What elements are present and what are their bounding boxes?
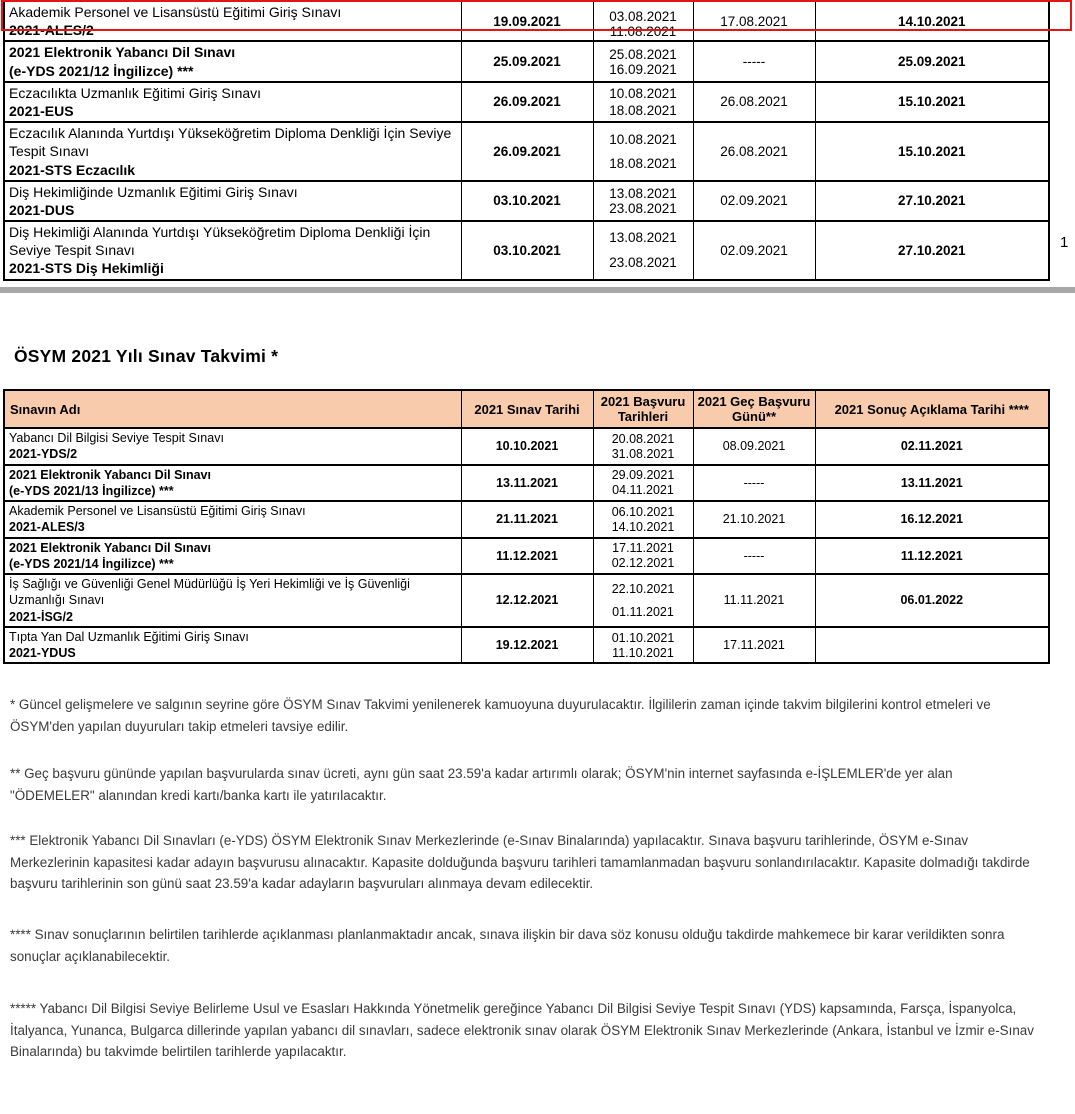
table-row	[4, 41, 1049, 81]
exam-code: 2021-STS Eczacılık	[9, 161, 136, 178]
application-end-date: 11.08.2021	[609, 23, 677, 39]
exam-date-cell: 13.11.2021	[461, 465, 593, 502]
exam-name-cell	[4, 82, 461, 122]
application-dates-cell	[593, 1, 693, 41]
application-dates-cell	[593, 574, 693, 627]
application-start-date: 17.11.2021	[612, 541, 674, 556]
header-exam-date: 2021 Sınav Tarihi	[461, 390, 593, 428]
result-date-cell: 15.10.2021	[815, 82, 1049, 122]
result-date-cell: 27.10.2021	[815, 221, 1049, 280]
application-end-date: 04.11.2021	[612, 483, 674, 498]
application-dates-stack	[596, 85, 691, 119]
application-dates-stack	[596, 47, 691, 77]
exam-date-cell: 03.10.2021	[461, 221, 593, 280]
exam-name: Akademik Personel ve Lisansüstü Eğitimi Giriş Sınavı	[9, 4, 342, 20]
application-dates-stack	[596, 431, 691, 461]
exam-date-cell: 19.09.2021	[461, 1, 593, 41]
table-row	[4, 538, 1049, 575]
exam-schedule-table-page1	[3, 0, 1050, 281]
exam-name: Diş Hekimliğinde Uzmanlık Eğitimi Giriş Sınavı	[9, 183, 298, 200]
footnote-calendar-update: * Güncel gelişmelere ve salgının seyrine göre ÖSYM Sınav Takvimi yenilenerek kamuoyuna duyurulacaktır. İlgililerin zaman içinde takvim bilgilerini kontrol etmeleri ve ÖSYM'den yapılan duyuruları takip etmeleri tavsiye edilir.	[10, 697, 991, 734]
result-date-cell	[815, 627, 1049, 664]
application-dates-stack	[596, 577, 691, 623]
exam-name: Yabancı Dil Bilgisi Seviye Tespit Sınavı	[9, 431, 224, 445]
application-dates-stack	[596, 630, 691, 660]
application-start-date: 03.08.2021	[609, 8, 677, 24]
table-row	[4, 122, 1049, 181]
exam-name-cell	[4, 627, 461, 664]
exam-code: 2021-EUS	[9, 102, 74, 119]
application-dates-stack	[596, 504, 691, 534]
late-application-day-cell: -----	[693, 465, 815, 502]
exam-name-cell	[4, 465, 461, 502]
result-date-cell: 27.10.2021	[815, 181, 1049, 221]
application-dates-stack	[596, 541, 691, 571]
exam-name: İş Sağlığı ve Güvenliği Genel Müdürlüğü İş Yeri Hekimliği ve İş Güvenliği Uzmanlığı Sınavı	[9, 577, 410, 608]
application-end-date: 11.10.2021	[612, 645, 674, 660]
exam-code: 2021-DUS	[9, 201, 75, 218]
late-application-day-cell: 11.11.2021	[693, 574, 815, 627]
result-date-cell: 06.01.2022	[815, 574, 1049, 627]
application-start-date: 13.08.2021	[609, 230, 677, 246]
application-end-date: 14.10.2021	[611, 519, 675, 534]
application-dates-stack	[596, 185, 691, 216]
result-date-cell: 15.10.2021	[815, 122, 1049, 181]
exam-name: Akademik Personel ve Lisansüstü Eğitimi Giriş Sınavı	[9, 504, 306, 518]
application-start-date: 29.09.2021	[611, 468, 675, 483]
application-end-date: 23.08.2021	[609, 201, 677, 217]
exam-name-cell	[4, 574, 461, 627]
result-date-cell: 11.12.2021	[815, 538, 1049, 575]
application-dates-stack	[596, 8, 691, 39]
header-result-date: 2021 Sonuç Açıklama Tarihi ****	[815, 390, 1049, 428]
exam-code: 2021-YDS/2	[9, 447, 78, 462]
late-application-day-cell: 17.11.2021	[693, 627, 815, 664]
exam-name-cell	[4, 221, 461, 280]
exam-date-cell: 25.09.2021	[461, 41, 593, 81]
exam-name-cell	[4, 428, 461, 465]
exam-schedule-table-page2	[3, 389, 1050, 664]
footnote-yds-languages: ***** Yabancı Dil Bilgisi Seviye Belirleme Usul ve Esasları Hakkında Yönetmelik gereğince Yabancı Dil Bilgisi Seviye Tespit Sınavı (YDS) kapsamında, Farsça, İspanyolca, İtalyanca, Yunanca, Bulgarca dillerinde yapılan yabancı dil sınavları, sadece elektronik sınav olarak ÖSYM Elektronik Sınav Merkezlerinde (Ankara, İstanbul ve İzmir e-Sınav Binalarında) bu takvimde belirtilen tarihlerde yapılacaktır.	[10, 1001, 1034, 1059]
application-dates-stack	[596, 468, 691, 498]
footnote-result-announcement: **** Sınav sonuçlarının belirtilen tarihlerde açıklanması planlanmaktadır ancak, sınava ilişkin bir dava söz konusu olduğu takdirde mahkemece bir karar verildikten sonra sonuçlar açıklanabilecektir.	[10, 927, 1005, 964]
exam-name: Tıpta Yan Dal Uzmanlık Eğitimi Giriş Sınavı	[9, 629, 249, 644]
exam-name: Eczacılıkta Uzmanlık Eğitimi Giriş Sınavı	[9, 84, 262, 101]
late-application-day-cell: 26.08.2021	[693, 82, 815, 122]
exam-code: (e-YDS 2021/14 İngilizce) ***	[9, 556, 174, 571]
table-row	[4, 82, 1049, 122]
late-application-day-cell: 17.08.2021	[693, 1, 815, 41]
application-dates-cell	[593, 428, 693, 465]
exam-code: 2021-İSG/2	[9, 609, 73, 624]
application-end-date: 31.08.2021	[611, 446, 675, 461]
table-row	[4, 465, 1049, 502]
late-application-day-cell: 02.09.2021	[693, 221, 815, 280]
exam-code: (e-YDS 2021/12 İngilizce) ***	[9, 62, 194, 79]
late-application-day-cell: -----	[693, 538, 815, 575]
table-row	[4, 627, 1049, 664]
application-dates-cell	[593, 181, 693, 221]
exam-name: 2021 Elektronik Yabancı Dil Sınavı	[9, 540, 211, 555]
result-date-cell: 13.11.2021	[815, 465, 1049, 502]
table-row	[4, 221, 1049, 280]
header-late-application: 2021 Geç Başvuru Günü**	[693, 390, 815, 428]
exam-name: Eczacılık Alanında Yurtdışı Yükseköğretim Diploma Denkliği İçin Seviye Tespit Sınavı	[9, 125, 452, 160]
page-divider	[0, 287, 1075, 293]
application-start-date: 01.10.2021	[611, 630, 675, 645]
application-dates-cell	[593, 538, 693, 575]
application-start-date: 06.10.2021	[611, 504, 675, 519]
exam-date-cell: 21.11.2021	[461, 501, 593, 538]
footnote-eyds-capacity: *** Elektronik Yabancı Dil Sınavları (e-YDS) ÖSYM Elektronik Sınav Merkezlerinde (e-Sınav Binalarında) yapılacaktır. Sınava başvuru tarihlerinde, ÖSYM e-Sınav Merkezlerinin kapasitesi kadar adayın başvurusu alınacaktır. Kapasite dolduğunda başvuru tarihleri tamamlanmadan başvuru sonlandırılacaktır. Kapasite dolmadığı takdirde başvuru tarihlerinin son günü saat 23.59'a kadar adayların başvuruları alınmaya devam edilecektir.	[10, 833, 1030, 891]
exam-name-cell	[4, 181, 461, 221]
exam-date-cell: 03.10.2021	[461, 181, 593, 221]
application-dates-cell	[593, 627, 693, 664]
late-application-day-cell: 08.09.2021	[693, 428, 815, 465]
application-start-date: 10.08.2021	[609, 132, 677, 148]
application-dates-cell	[593, 41, 693, 81]
exam-name: 2021 Elektronik Yabancı Dil Sınavı	[9, 467, 211, 482]
application-start-date: 13.08.2021	[609, 185, 677, 201]
exam-date-cell: 12.12.2021	[461, 574, 593, 627]
section-title: ÖSYM 2021 Yılı Sınav Takvimi *	[14, 346, 279, 366]
exam-date-cell: 19.12.2021	[461, 627, 593, 664]
application-dates-stack	[596, 225, 691, 275]
exam-name-cell	[4, 538, 461, 575]
application-dates-cell	[593, 501, 693, 538]
table-header-row	[4, 390, 1049, 428]
exam-name: 2021 Elektronik Yabancı Dil Sınavı	[9, 44, 236, 61]
exam-date-cell: 26.09.2021	[461, 82, 593, 122]
table-row	[4, 428, 1049, 465]
header-application-dates: 2021 Başvuru Tarihleri	[593, 390, 693, 428]
result-date-cell: 02.11.2021	[815, 428, 1049, 465]
late-application-day-cell: 26.08.2021	[693, 122, 815, 181]
exam-name-cell	[4, 501, 461, 538]
exam-name-cell	[4, 41, 461, 81]
exam-code: 2021-STS Diş Hekimliği	[9, 260, 164, 277]
footnote-late-application-fee: ** Geç başvuru gününde yapılan başvurularda sınav ücreti, aynı gün saat 23.59'a kadar artırımlı olarak; ÖSYM'nin internet sayfasında e-İŞLEMLER'de yer alan "ÖDEMELER" alanından kredi kartı/banka kartı ile yatırılacaktır.	[10, 766, 953, 803]
exam-name-cell	[4, 122, 461, 181]
application-start-date: 10.08.2021	[609, 85, 677, 101]
result-date-cell: 25.09.2021	[815, 41, 1049, 81]
application-end-date: 16.09.2021	[609, 61, 677, 77]
application-end-date: 01.11.2021	[612, 604, 674, 619]
table-row	[4, 181, 1049, 221]
late-application-day-cell: 21.10.2021	[693, 501, 815, 538]
application-dates-cell	[593, 122, 693, 181]
exam-code: 2021-ALES/3	[9, 520, 85, 535]
exam-name-cell	[4, 1, 461, 41]
exam-name: Diş Hekimliği Alanında Yurtdışı Yükseköğretim Diploma Denkliği İçin Seviye Tespit Sınavı	[9, 224, 431, 259]
result-date-cell: 14.10.2021	[815, 1, 1049, 41]
late-application-day-cell: 02.09.2021	[693, 181, 815, 221]
application-dates-stack	[596, 128, 691, 175]
application-end-date: 18.08.2021	[609, 102, 677, 118]
application-start-date: 22.10.2021	[611, 581, 675, 596]
result-date-cell: 16.12.2021	[815, 501, 1049, 538]
late-application-day-cell: -----	[693, 41, 815, 81]
exam-date-cell: 26.09.2021	[461, 122, 593, 181]
exam-date-cell: 11.12.2021	[461, 538, 593, 575]
table-row	[4, 501, 1049, 538]
application-end-date: 02.12.2021	[611, 556, 675, 571]
application-dates-cell	[593, 82, 693, 122]
application-start-date: 20.08.2021	[611, 431, 675, 446]
application-end-date: 23.08.2021	[609, 255, 677, 271]
application-start-date: 25.08.2021	[609, 46, 677, 62]
exam-code: 2021-YDUS	[9, 646, 76, 660]
exam-code: 2021-ALES/2	[9, 22, 94, 39]
table-row	[4, 1, 1049, 41]
header-exam-name: Sınavın Adı	[4, 390, 461, 428]
exam-date-cell: 10.10.2021	[461, 428, 593, 465]
application-dates-cell	[593, 221, 693, 280]
application-dates-cell	[593, 465, 693, 502]
application-end-date: 18.08.2021	[609, 155, 677, 171]
page-number: 1	[1060, 234, 1069, 251]
table-row	[4, 574, 1049, 627]
exam-code: (e-YDS 2021/13 İngilizce) ***	[9, 483, 174, 498]
